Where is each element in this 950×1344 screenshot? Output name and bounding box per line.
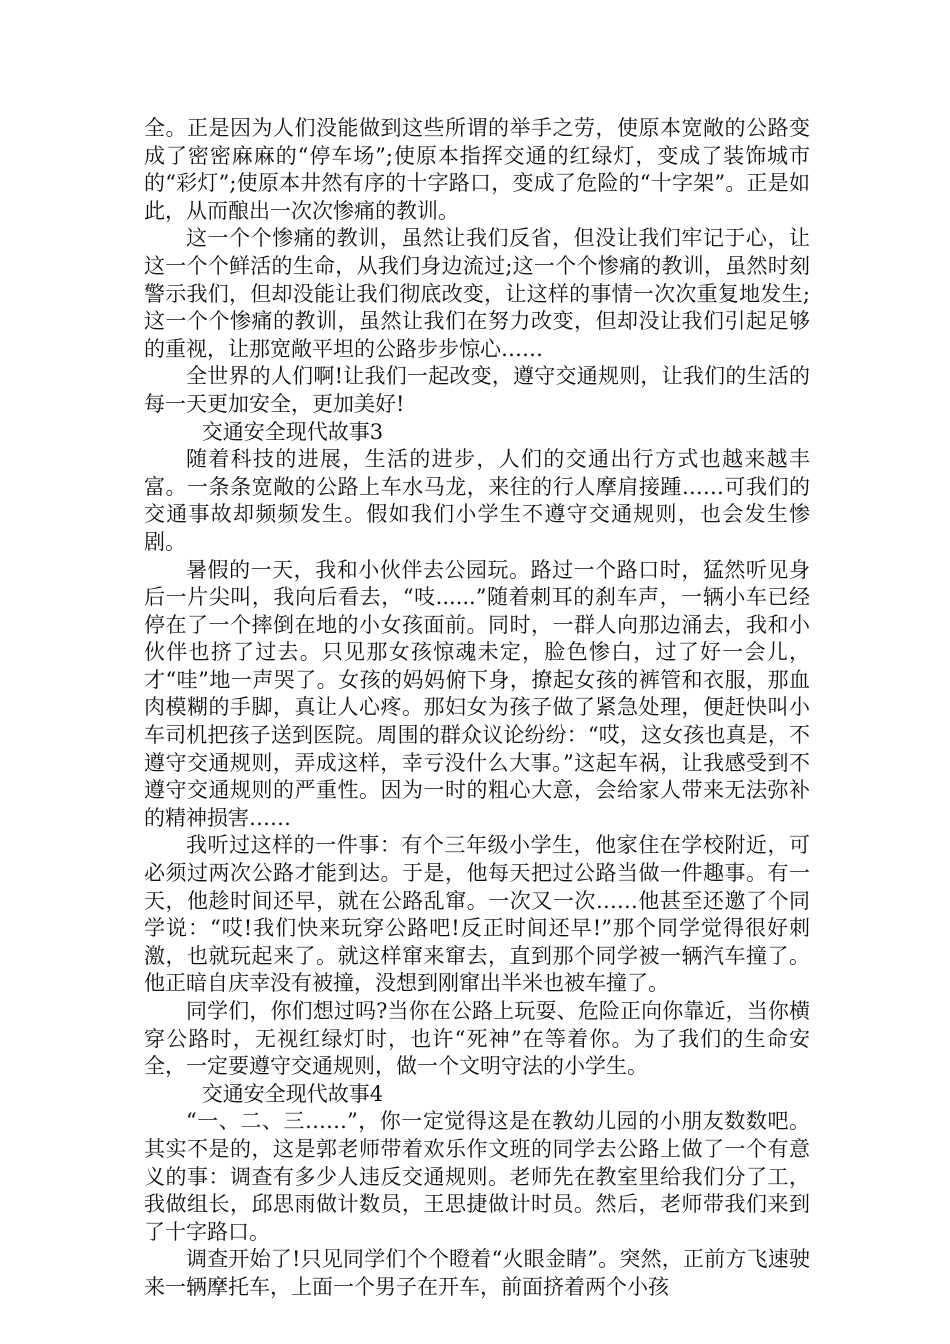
paragraph-story4-survey: 调查开始了!只见同学们个个瞪着“火眼金睛”。突然，正前方飞速驶来一辆摩托车，上面一个男子在开车，前面挤着两个小孩: [144, 1247, 810, 1299]
paragraph-story3-intro: 随着科技的进展，生活的进步，人们的交通出行方式也越来越丰富。一条条宽敞的公路上车水马龙，来往的行人摩肩接踵……可我们的交通事故却频频发生。假如我们小学生不遵守交通规则，也会发生惨剧。: [144, 447, 810, 554]
paragraph-lessons: 这一个个惨痛的教训，虽然让我们反省，但没让我们牢记于心，让这一个个鲜活的生命，从我们身边流过;这一个个惨痛的教训，虽然时刻警示我们，但却没能让我们彻底改变，让这样的事情一次次重复地发生;这一个个惨痛的教训，虽然让我们在努力改变，但却没让我们引起足够的重视，让那宽敞平坦的公路步步惊心……: [144, 226, 810, 361]
section-heading-story-4: 交通安全现代故事4: [201, 1081, 384, 1106]
section-heading-story-3: 交通安全现代故事3: [201, 419, 384, 444]
paragraph-story3-accident: 暑假的一天，我和小伙伴去公园玩。路过一个路口时，猛然听见身后一片尖叫，我向后看去，“吱......”随着刺耳的刹车声，一辆小车已经停在了一个摔倒在地的小女孩面前。同时，一群人向那边涌去，我和小伙伴也挤了过去。只见那女孩惊魂未定，脸色惨白，过了好一会儿，才“哇”地一声哭了。女孩的妈妈俯下身，撩起女孩的裤管和衣服，那血肉模糊的手脚，真让人心疼。那妇女为孩子做了紧急处理，便赶快叫小车司机把孩子送到医院。周围的群众议论纷纷：“哎，这女孩也真是，不遵守交通规则，弄成这样，幸亏没什么大事。”这起车祸，让我感受到不遵守交通规则的严重性。因为一时的粗心大意，会给家人带来无法弥补的精神损害……: [144, 557, 810, 830]
paragraph-story3-incident: 我听过这样的一件事：有个三年级小学生，他家住在学校附近，可必须过两次公路才能到达。于是，他每天把过公路当做一件趣事。有一天，他趁时间还早，就在公路乱窜。一次又一次……他甚至还邀了个同学说：“哎!我们快来玩穿公路吧!反正时间还早!”那个同学觉得很好刺激，也就玩起来了。就这样窜来窜去，直到那个同学被一辆汽车撞了。他正暗自庆幸没有被撞，没想到刚窜出半米也被车撞了。: [144, 833, 810, 996]
paragraph-continuation: 全。正是因为人们没能做到这些所谓的举手之劳，使原本宽敞的公路变成了密密麻麻的“停车场”;使原本指挥交通的红绿灯，变成了装饰城市的“彩灯”;使原本井然有序的十字路口，变成了危险的“十字架”。正是如此，从而酿出一次次惨痛的教训。: [144, 116, 810, 223]
paragraph-story3-conclusion: 同学们，你们想过吗?当你在公路上玩耍、危险正向你靠近，当你横穿公路时，无视红绿灯时，也许“死神”在等着你。为了我们的生命安全，一定要遵守交通规则，做一个文明守法的小学生。: [144, 999, 810, 1079]
paragraph-appeal: 全世界的人们啊!让我们一起改变，遵守交通规则，让我们的生活的每一天更加安全，更加美好!: [144, 364, 810, 416]
document-body: [144, 115, 810, 1302]
paragraph-story4-intro: “一、二、三……”，你一定觉得这是在教幼儿园的小朋友数数吧。其实不是的，这是郭老师带着欢乐作文班的同学去公路上做了一个有意义的事：调查有多少人违反交通规则。老师先在教室里给我们分了工，我做组长，邱思雨做计数员，王思捷做计时员。然后，老师带我们来到了十字路口。: [144, 1109, 810, 1244]
